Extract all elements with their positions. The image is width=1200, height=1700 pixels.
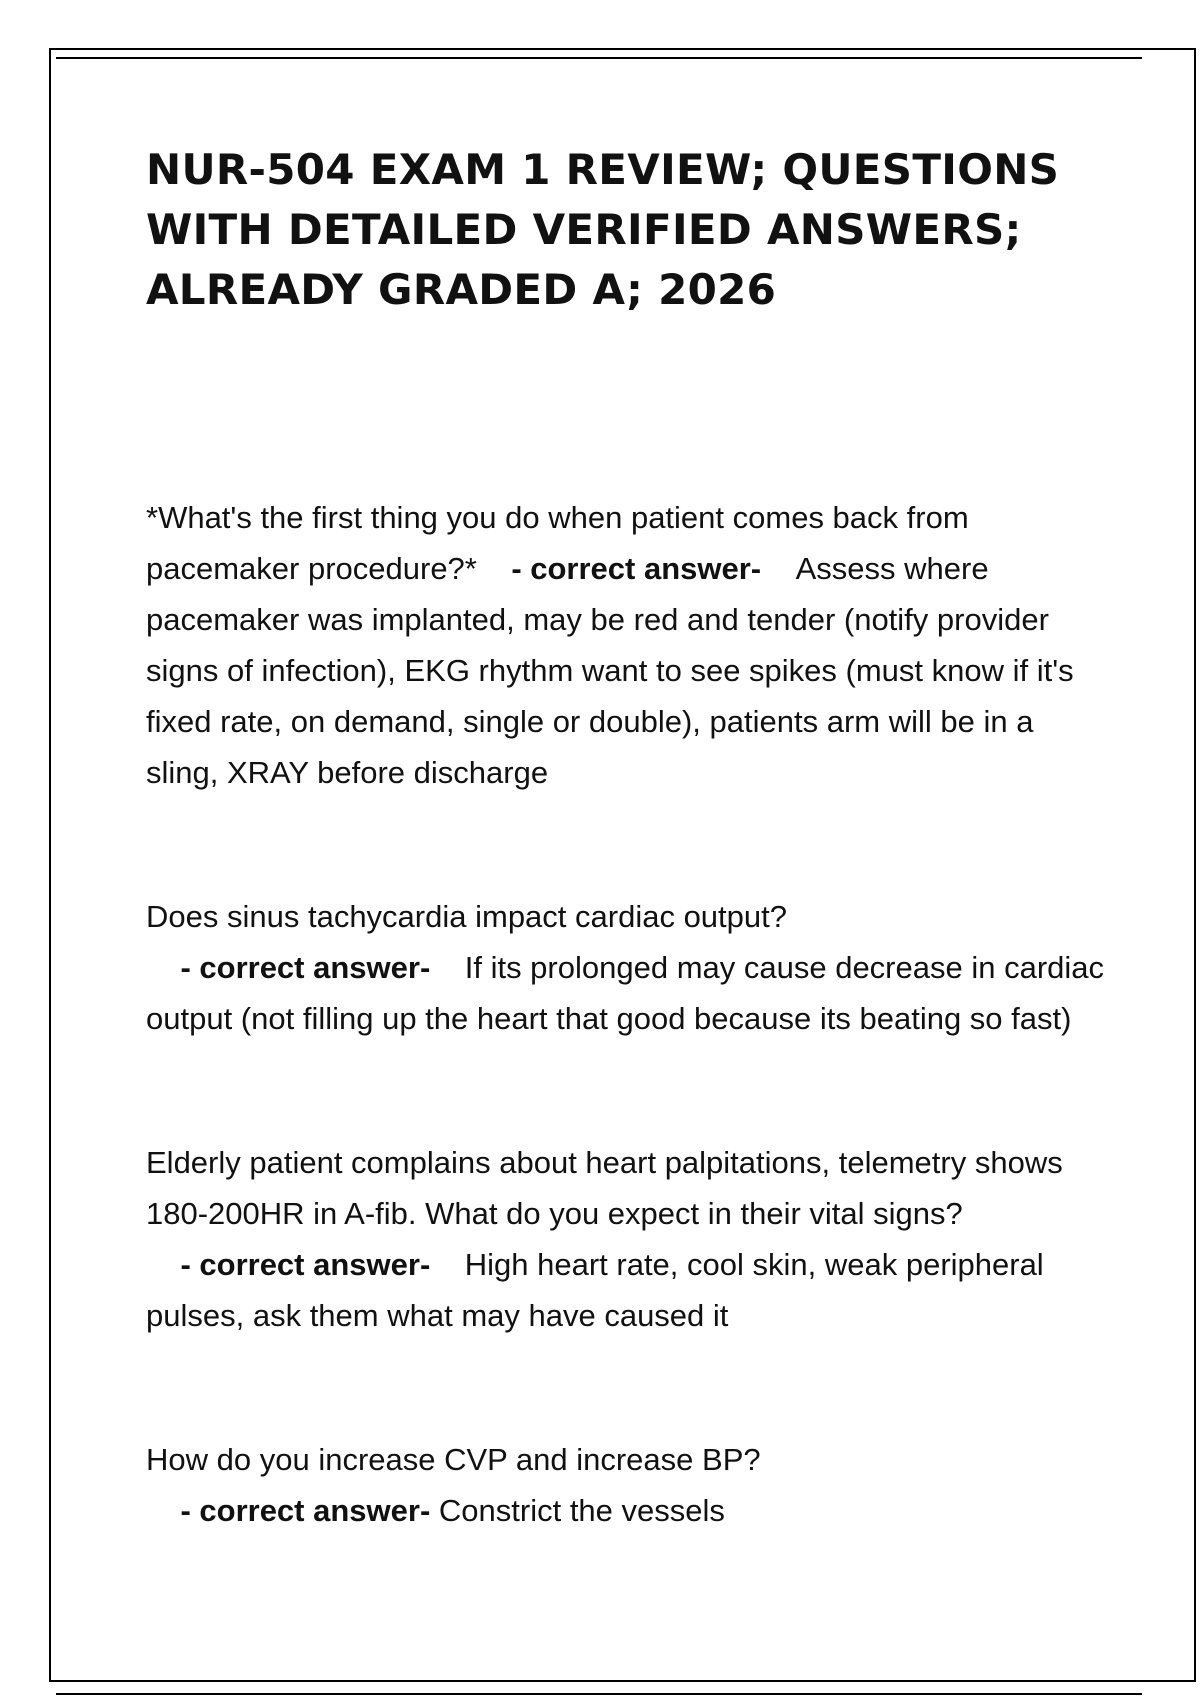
question-text: Does sinus tachycardia impact cardiac output? <box>146 899 787 934</box>
answer-text: Assess where pacemaker was implanted, may be red and tender (notify provider signs of infection), EKG rhythm want to see spikes (must know if it's fixed rate, on demand, single or double), patients arm will be in a sling, XRAY before discharge <box>146 551 1083 790</box>
document-title: NUR-504 EXAM 1 REVIEW; QUESTIONS WITH DETAILED VERIFIED ANSWERS; ALREADY GRADED A; 2026 <box>146 145 1060 314</box>
bottom-rule <box>56 1693 1142 1695</box>
answer-text: If its prolonged may cause decrease in cardiac output (not filling up the heart that good because its beating so fast) <box>146 950 1113 1036</box>
qa-item <box>146 492 1106 798</box>
question-text: Elderly patient complains about heart palpitations, telemetry shows 180-200HR in A-fib. What do you expect in their vital signs? <box>146 1145 1072 1231</box>
answer-marker: - correct answer- <box>180 950 431 985</box>
question-text: How do you increase CVP and increase BP? <box>146 1442 761 1477</box>
answer-text: Constrict the vessels <box>438 1493 725 1528</box>
answer-marker: - correct answer- <box>180 1247 431 1282</box>
question-text: *What's the first thing you do when patient comes back from pacemaker procedure?* <box>146 500 978 586</box>
answer-marker: - correct answer- <box>511 551 762 586</box>
document-body <box>146 140 1113 1629</box>
qa-list <box>146 492 1113 1536</box>
answer-marker: - correct answer- <box>180 1493 431 1528</box>
top-rule <box>56 57 1142 59</box>
qa-item <box>146 891 1113 1044</box>
qa-item <box>146 1137 1106 1341</box>
qa-item <box>146 1434 1106 1536</box>
answer-text: High heart rate, cool skin, weak peripheral pulses, ask them what may have caused it <box>146 1247 1053 1333</box>
